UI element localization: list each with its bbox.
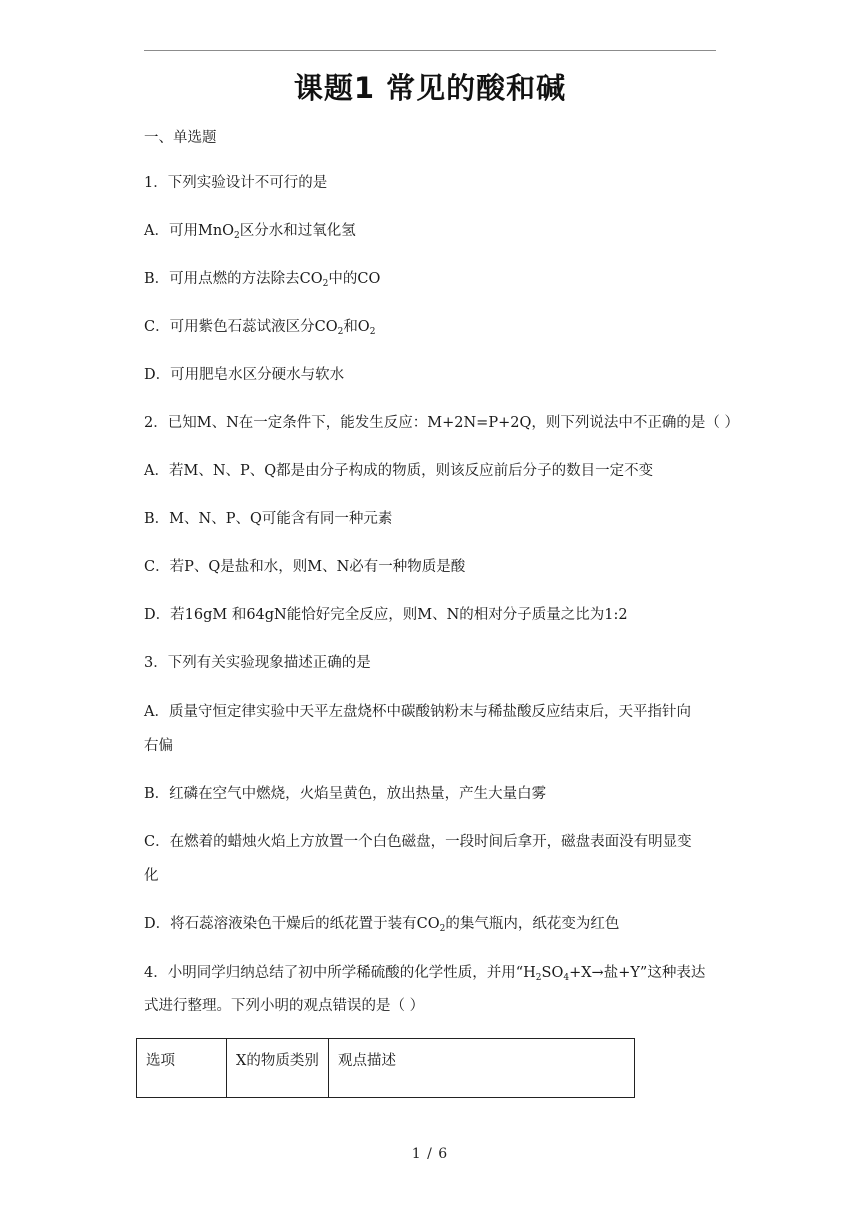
question-1-option-d: D．可用肥皂水区分硬水与软水 (144, 367, 345, 383)
question-2-option-c: C．若P、Q是盐和水，则M、N必有一种物质是酸 (144, 559, 466, 575)
question-3-option-c: C．在燃着的蜡烛火焰上方放置一个白色磁盘，一段时间后拿开，磁盘表面没有明显变 (144, 834, 692, 850)
page-title: 课题1 常见的酸和碱 (293, 71, 567, 105)
question-4-stem-continued: 式进行整理。下列小明的观点错误的是（ ） (144, 998, 425, 1014)
question-3-option-b: B．红磷在空气中燃烧，火焰呈黄色，放出热量，产生大量白雾 (144, 786, 547, 802)
header-rule (144, 50, 716, 51)
table-header-description: 观点描述 (329, 1039, 635, 1098)
question-1-option-b: B．可用点燃的方法除去$CO_2$中的CO (144, 271, 381, 289)
question-4-table (136, 1038, 635, 1098)
question-2-option-b: B．M、N、P、Q可能含有同一种元素 (144, 511, 393, 527)
page-number: 1 / 6 (411, 1146, 449, 1162)
question-3-option-c-continued: 化 (144, 868, 159, 884)
question-2-stem: 2．已知M、N在一定条件下，能发生反应：M+2N=P+2Q，则下列说法中不正确的是（ ） (144, 415, 739, 431)
question-1-option-c: C．可用紫色石蕊试液区分$CO_2$和$O_2$ (144, 319, 376, 337)
table-header-x-category: X的物质类别 (227, 1039, 329, 1098)
question-3-option-a: A．质量守恒定律实验中天平左盘烧杯中碳酸钠粉末与稀盐酸反应结束后，天平指针向 (144, 704, 691, 720)
question-2-option-a: A．若M、N、P、Q都是由分子构成的物质，则该反应前后分子的数目一定不变 (144, 463, 654, 479)
question-1-stem: 1．下列实验设计不可行的是 (144, 175, 328, 191)
question-1-option-a: A．可用MnO$_2$区分水和过氧化氢 (144, 223, 356, 241)
question-3-option-a-continued: 右偏 (144, 738, 173, 754)
question-3-stem: 3．下列有关实验现象描述正确的是 (144, 655, 371, 671)
question-3-option-d: D．将石蕊溶液染色干燥后的纸花置于装有$CO_2$的集气瓶内，纸花变为红色 (144, 916, 620, 934)
section-heading: 一、单选题 (144, 130, 217, 146)
table-header-row (137, 1039, 635, 1098)
question-2-option-d: D．若16gM 和64gN能恰好完全反应，则M、N的相对分子质量之比为1:2 (144, 607, 628, 623)
table-header-option: 选项 (137, 1039, 227, 1098)
question-4-stem: 4．小明同学归纳总结了初中所学稀硫酸的化学性质，并用“$H_2SO_4+X\to$盐+Y”这种表达 (144, 965, 706, 983)
